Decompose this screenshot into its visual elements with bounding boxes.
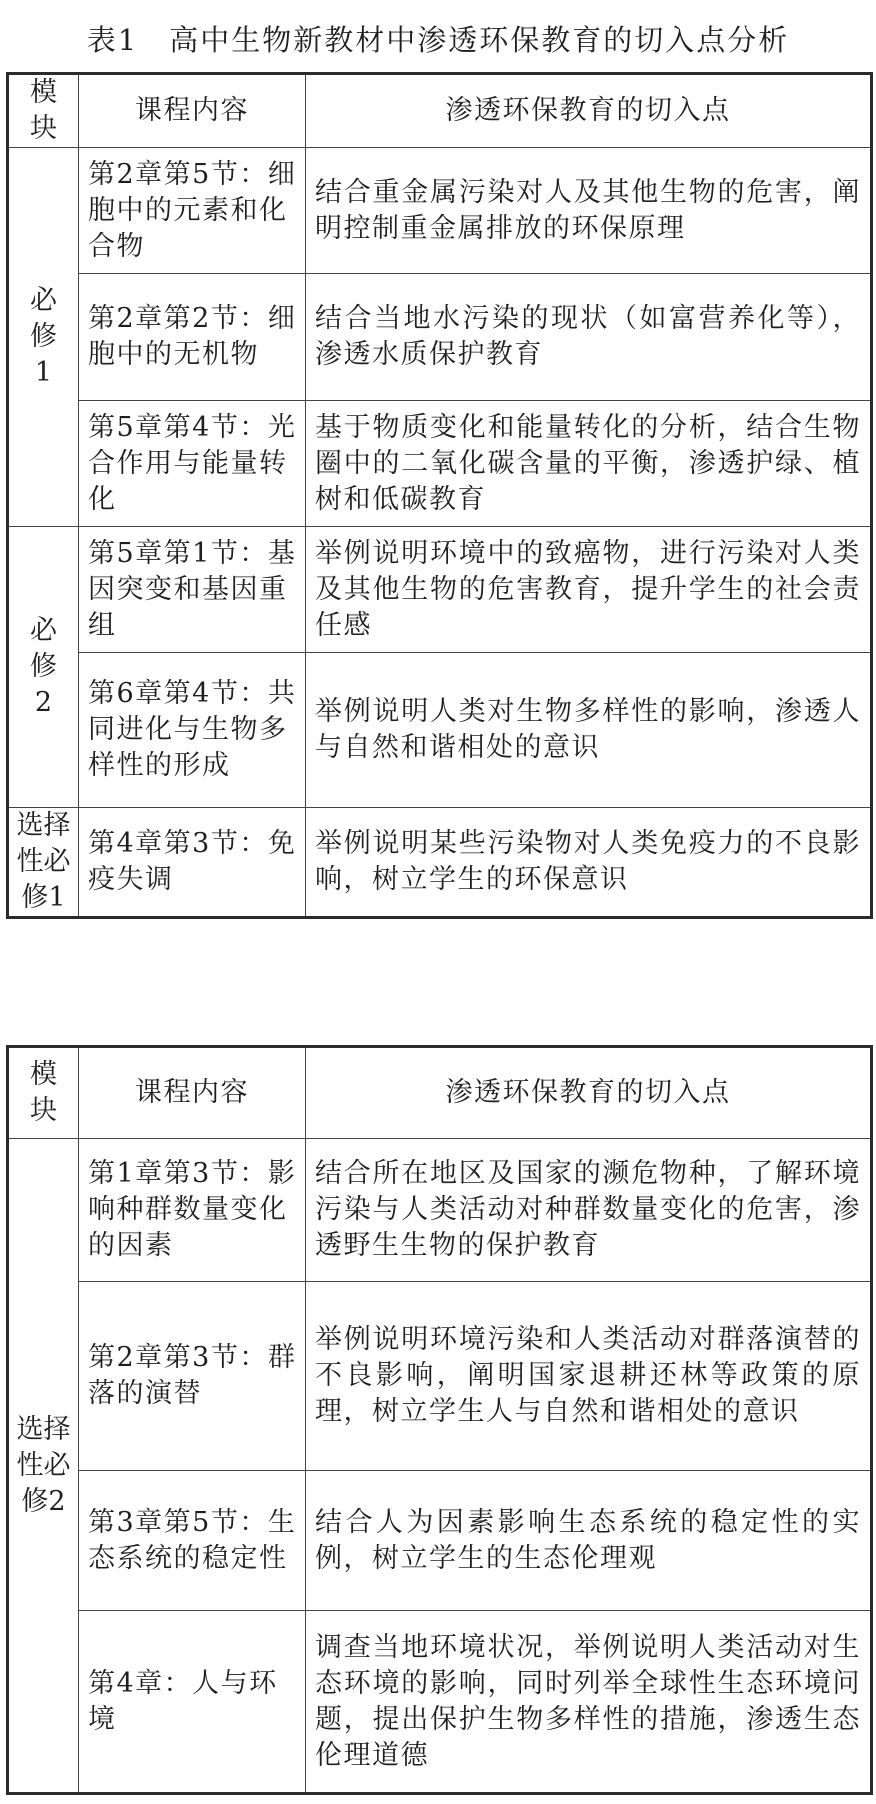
course-cell: 第4章第3节：免疫失调 [79, 808, 306, 918]
table-part-2 [6, 1045, 873, 1795]
course-cell: 第5章第4节：光合作用与能量转化 [79, 401, 306, 527]
table-part-1 [6, 72, 873, 919]
table-row [8, 401, 872, 527]
table-row [8, 1139, 872, 1282]
module-cell: 选择 性必 修1 [8, 808, 79, 918]
module-cell: 必 修 2 [8, 527, 79, 808]
header-module: 模 块 [8, 1047, 79, 1139]
entry-point-cell: 结合所在地区及国家的濒危物种，了解环境污染与人类活动对种群数量变化的危害，渗透野生生物的保护教育 [306, 1139, 872, 1282]
header-entry-point: 渗透环保教育的切入点 [306, 74, 872, 148]
module-cell: 选择 性必 修2 [8, 1139, 79, 1794]
table-title: 表1 高中生物新教材中渗透环保教育的切入点分析 [86, 23, 790, 57]
table-row [8, 1611, 872, 1794]
course-cell: 第2章第5节：细胞中的元素和化合物 [79, 148, 306, 274]
course-cell: 第2章第3节：群落的演替 [79, 1282, 306, 1471]
course-cell: 第1章第3节：影响种群数量变化的因素 [79, 1139, 306, 1282]
table-row [8, 148, 872, 274]
header-row [8, 74, 872, 148]
table-row [8, 274, 872, 401]
course-cell: 第5章第1节：基因突变和基因重组 [79, 527, 306, 653]
entry-point-cell: 举例说明人类对生物多样性的影响，渗透人与自然和谐相处的意识 [306, 653, 872, 808]
entry-point-cell: 结合人为因素影响生态系统的稳定性的实例，树立学生的生态伦理观 [306, 1471, 872, 1611]
table-row [8, 1282, 872, 1471]
course-cell: 第2章第2节：细胞中的无机物 [79, 274, 306, 401]
header-course: 课程内容 [79, 74, 306, 148]
table-row [8, 653, 872, 808]
entry-point-cell: 举例说明环境污染和人类活动对群落演替的不良影响，阐明国家退耕还林等政策的原理，树立学生人与自然和谐相处的意识 [306, 1282, 872, 1471]
course-cell: 第4章：人与环境 [79, 1611, 306, 1794]
entry-point-cell: 调查当地环境状况，举例说明人类活动对生态环境的影响，同时列举全球性生态环境问题，提出保护生物多样性的措施，渗透生态伦理道德 [306, 1611, 872, 1794]
table-row [8, 808, 872, 918]
course-cell: 第3章第5节：生态系统的稳定性 [79, 1471, 306, 1611]
header-course: 课程内容 [79, 1047, 306, 1139]
entry-point-cell: 举例说明某些污染物对人类免疫力的不良影响，树立学生的环保意识 [306, 808, 872, 918]
entry-point-cell: 举例说明环境中的致癌物，进行污染对人类及其他生物的危害教育，提升学生的社会责任感 [306, 527, 872, 653]
header-row [8, 1047, 872, 1139]
course-cell: 第6章第4节：共同进化与生物多样性的形成 [79, 653, 306, 808]
header-module: 模 块 [8, 74, 79, 148]
module-cell: 必 修 1 [8, 148, 79, 527]
entry-point-cell: 结合当地水污染的现状（如富营养化等），渗透水质保护教育 [306, 274, 872, 401]
table-row [8, 1471, 872, 1611]
header-entry-point: 渗透环保教育的切入点 [306, 1047, 872, 1139]
table-row [8, 527, 872, 653]
entry-point-cell: 结合重金属污染对人及其他生物的危害，阐明控制重金属排放的环保原理 [306, 148, 872, 274]
entry-point-cell: 基于物质变化和能量转化的分析，结合生物圈中的二氧化碳含量的平衡，渗透护绿、植树和低碳教育 [306, 401, 872, 527]
